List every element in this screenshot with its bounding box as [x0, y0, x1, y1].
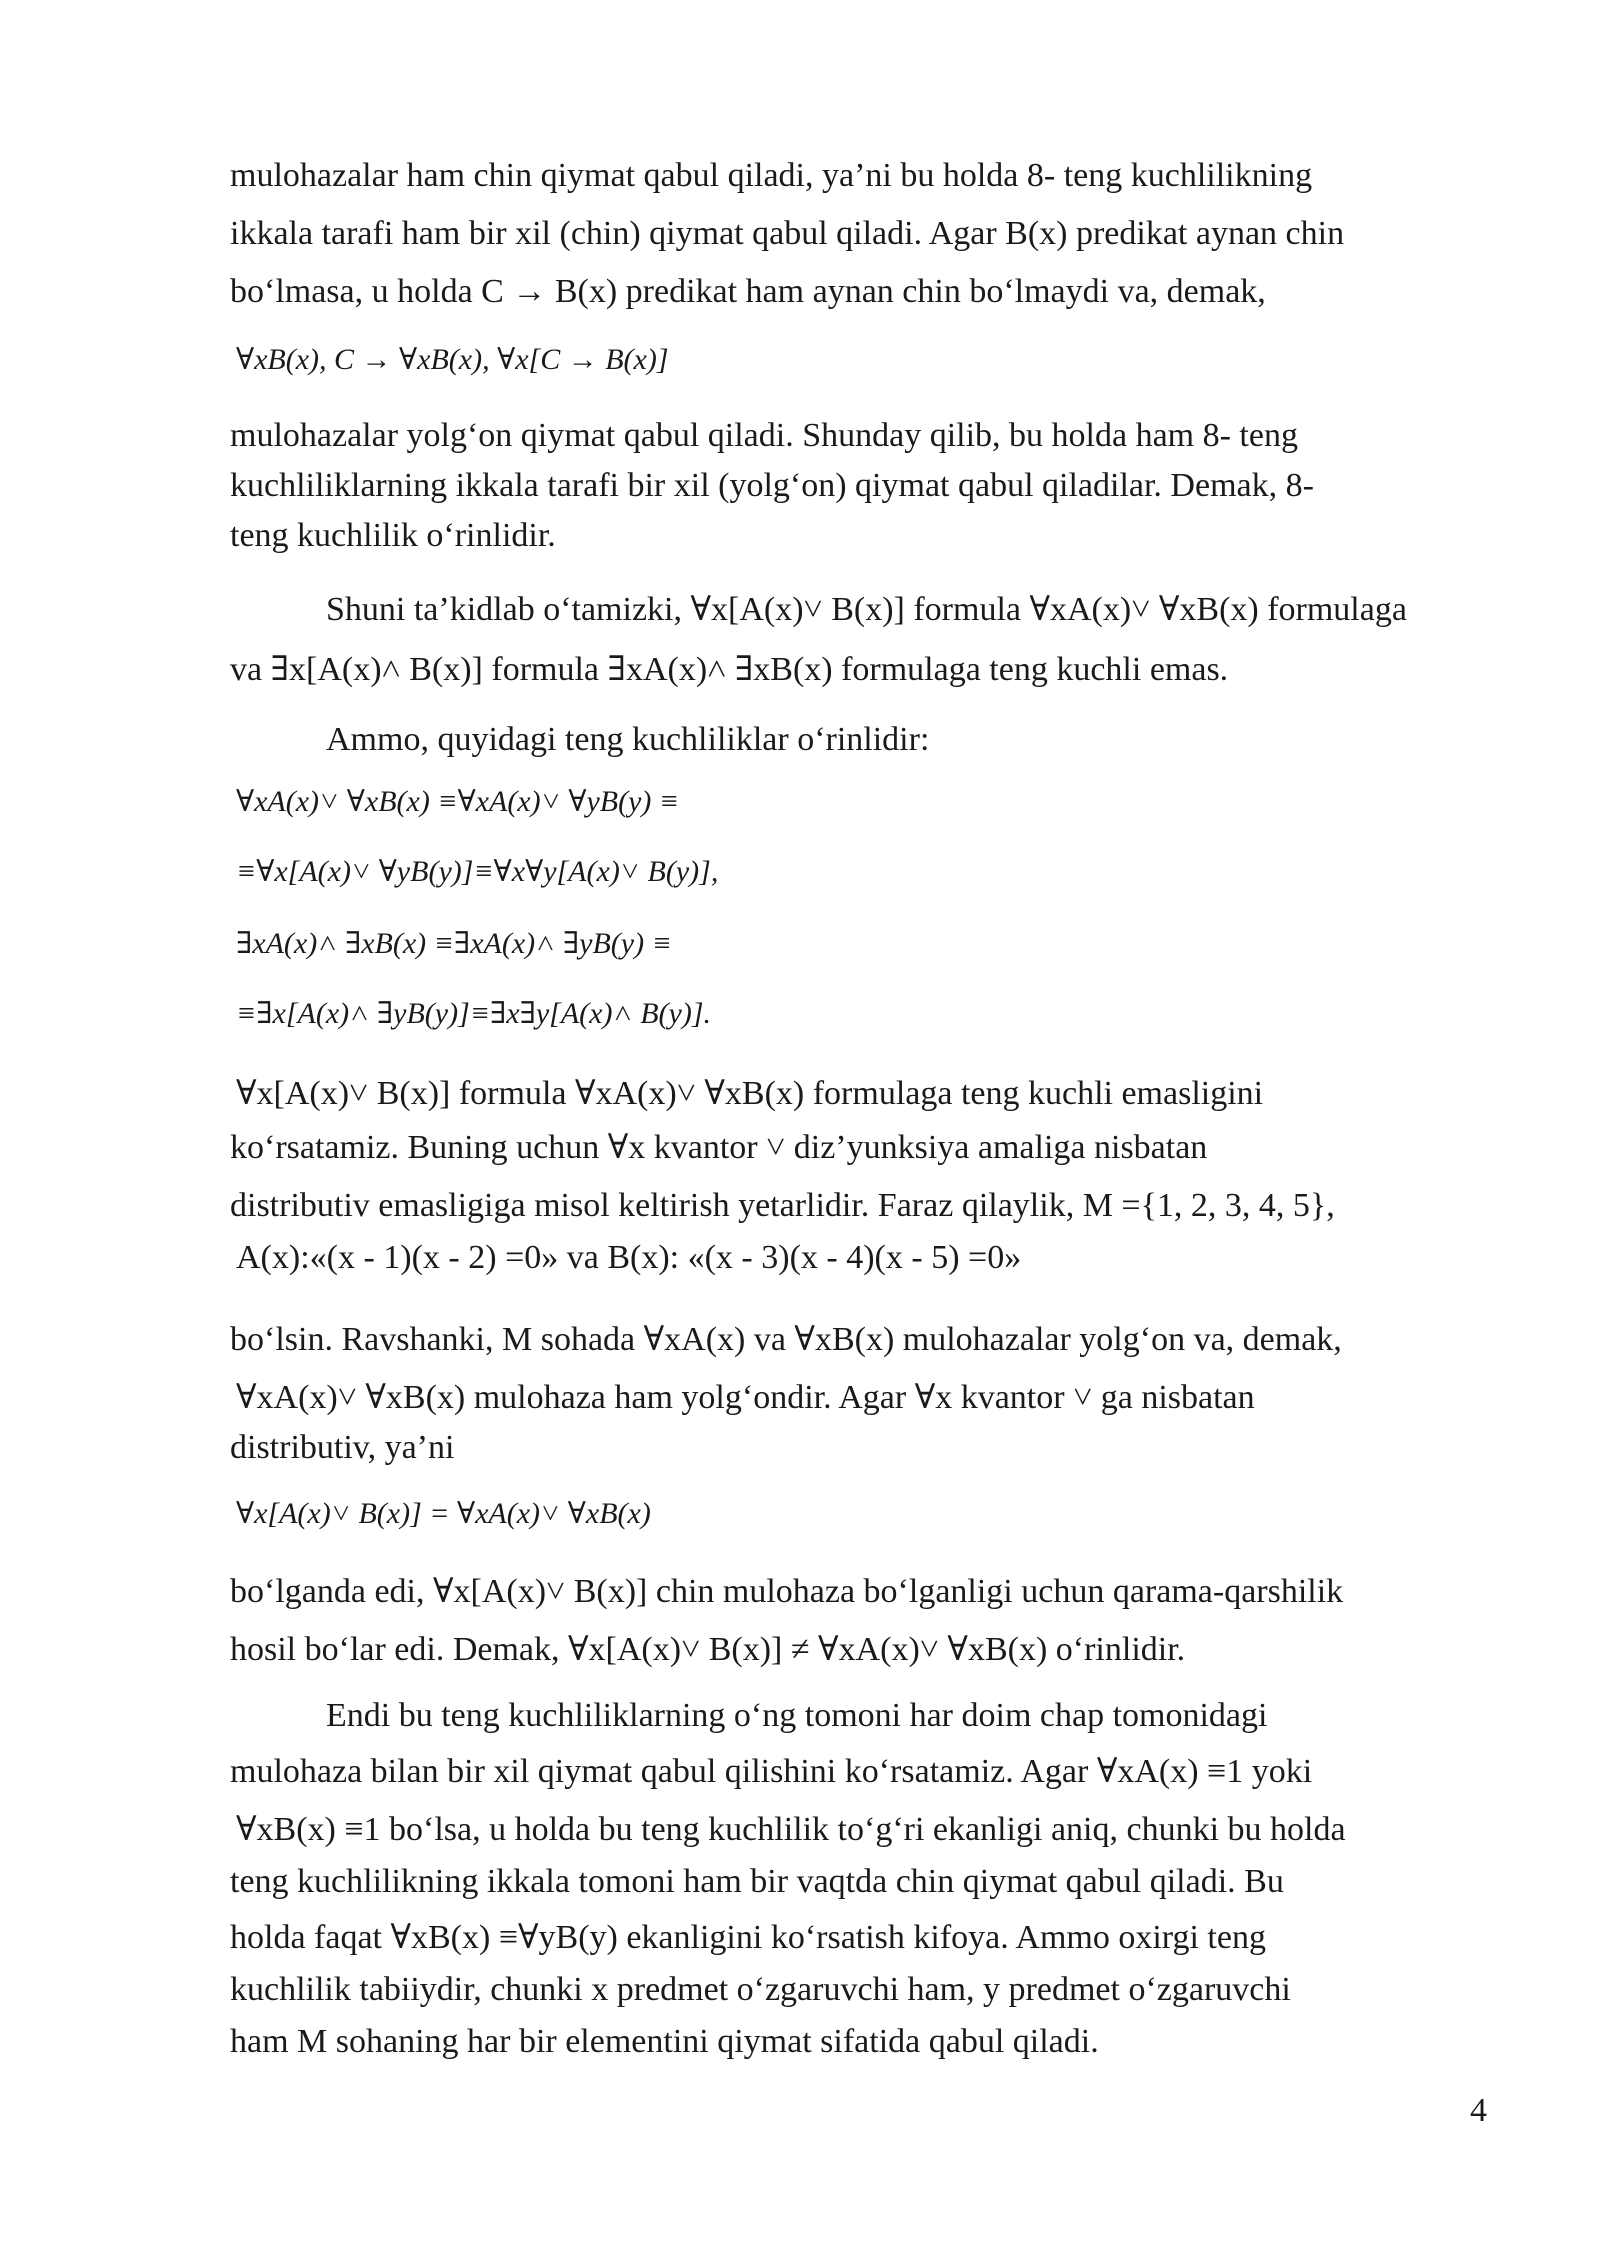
text-line: kuchlilik tabiiydir, chunki x predmet o‘zgaruvchi ham, y predmet o‘zgaruvchi [230, 1971, 1291, 2008]
text-line: teng kuchlilikning ikkala tomoni ham bir vaqtda chin qiymat qabul qiladi. Bu [230, 1863, 1284, 1900]
text-line: A(x):«(x - 1)(x - 2) =0» va B(x): «(x - 3)(x - 4)(x - 5) =0» [236, 1239, 1022, 1276]
text-line: Ammo, quyidagi teng kuchliliklar o‘rinlidir: [326, 721, 930, 758]
text-line: ∀x[A(x)˅ B(x)] formula ∀xA(x)˅ ∀xB(x) formulaga teng kuchli emasligini [236, 1075, 1264, 1112]
text-line: bo‘lmasa, u holda C → B(x) predikat ham aynan chin bo‘lmaydi va, demak, [230, 273, 1266, 310]
text-line: distributiv emasligiga misol keltirish yetarlidir. Faraz qilaylik, M ={1, 2, 3, 4, 5}, [230, 1187, 1335, 1224]
text-line: va ∃x[A(x)˄ B(x)] formula ∃xA(x)˄ ∃xB(x) formulaga teng kuchli emas. [230, 651, 1229, 688]
formula-line: ∀xB(x), C → ∀xB(x), ∀x[C → B(x)] [236, 343, 669, 376]
formula-line: ≡∃x[A(x)˄ ∃yB(y)]≡∃x∃y[A(x)˄ B(y)]. [236, 997, 712, 1030]
text-line: distributiv, ya’ni [230, 1429, 455, 1466]
text-line: bo‘lsin. Ravshanki, M sohada ∀xA(x) va ∀xB(x) mulohazalar yolg‘on va, demak, [230, 1321, 1342, 1358]
page-number: 4 [1470, 2092, 1487, 2129]
formula-line: ∀x[A(x)˅ B(x)] = ∀xA(x)˅ ∀xB(x) [236, 1497, 651, 1530]
text-line: ∀xA(x)˅ ∀xB(x) mulohaza ham yolg‘ondir. Agar ∀x kvantor ˅ ga nisbatan [236, 1379, 1255, 1416]
text-line: mulohazalar ham chin qiymat qabul qiladi, ya’ni bu holda 8- teng kuchlilikning [230, 157, 1313, 194]
text-line: holda faqat ∀xB(x) ≡∀yB(y) ekanligini ko‘rsatish kifoya. Ammo oxirgi teng [230, 1919, 1266, 1956]
formula-line: ∀xA(x)˅ ∀xB(x) ≡∀xA(x)˅ ∀yB(y) ≡ [236, 785, 680, 818]
text-line: ∀xB(x) ≡1 bo‘lsa, u holda bu teng kuchlilik to‘g‘ri ekanligi aniq, chunki bu holda [236, 1811, 1346, 1848]
text-line: hosil bo‘lar edi. Demak, ∀x[A(x)˅ B(x)] ≠ ∀xA(x)˅ ∀xB(x) o‘rinlidir. [230, 1631, 1186, 1668]
text-line: ikkala tarafi ham bir xil (chin) qiymat qabul qiladi. Agar B(x) predikat aynan chin [230, 215, 1345, 252]
text-line: kuchliliklarning ikkala tarafi bir xil (yolg‘on) qiymat qabul qiladilar. Demak, 8- [230, 467, 1314, 504]
text-line: mulohaza bilan bir xil qiymat qabul qilishini ko‘rsatamiz. Agar ∀xA(x) ≡1 yoki [230, 1753, 1313, 1790]
formula-line: ≡∀x[A(x)˅ ∀yB(y)]≡∀x∀y[A(x)˅ B(y)], [236, 855, 719, 888]
text-line: mulohazalar yolg‘on qiymat qabul qiladi. Shunday qilib, bu holda ham 8- teng [230, 417, 1298, 454]
text-line: teng kuchlilik o‘rinlidir. [230, 517, 556, 554]
text-line: Endi bu teng kuchliliklarning o‘ng tomoni har doim chap tomonidagi [326, 1697, 1268, 1734]
text-line: Shuni ta’kidlab o‘tamizki, ∀x[A(x)˅ B(x)] formula ∀xA(x)˅ ∀xB(x) formulaga [326, 591, 1407, 628]
text-line: bo‘lganda edi, ∀x[A(x)˅ B(x)] chin mulohaza bo‘lganligi uchun qarama-qarshilik [230, 1573, 1344, 1610]
text-line: ham M sohaning har bir elementini qiymat sifatida qabul qiladi. [230, 2023, 1099, 2060]
text-line: ko‘rsatamiz. Buning uchun ∀x kvantor ˅ diz’yunksiya amaliga nisbatan [230, 1129, 1208, 1166]
formula-line: ∃xA(x)˄ ∃xB(x) ≡∃xA(x)˄ ∃yB(y) ≡ [236, 927, 672, 960]
